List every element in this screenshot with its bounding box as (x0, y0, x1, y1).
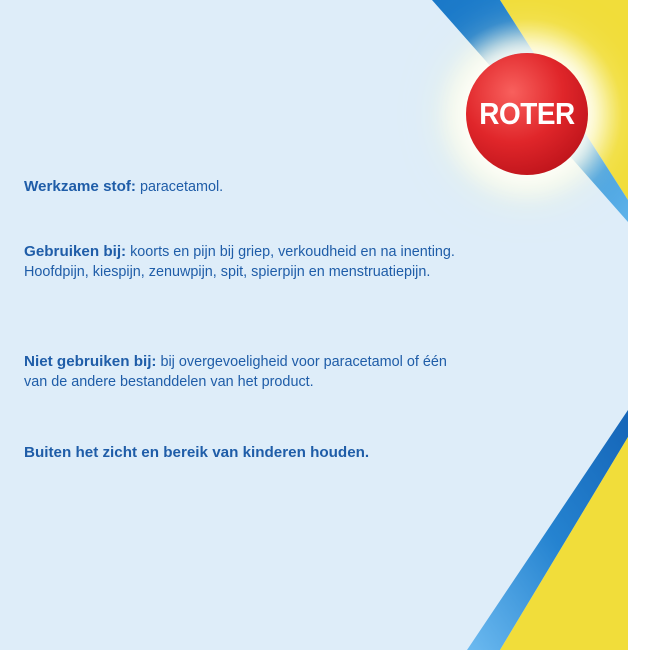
contraindications-paragraph (24, 352, 474, 392)
logo-text: ROTER (479, 96, 575, 131)
contraindications-label: Niet gebruiken bij: (24, 353, 157, 370)
indications-paragraph (24, 242, 474, 282)
active-ingredient-text: paracetamol. (135, 179, 224, 195)
active-ingredient-label: Werkzame stof: (24, 178, 136, 195)
roter-logo (466, 53, 588, 175)
warning-text: Buiten het zicht en bereik van kinderen houden. (24, 444, 370, 461)
indications-text: koorts en pijn bij griep, verkoudheid en na inenting. Hoofdpijn, kiespijn, zenuwpijn, spit, spierpijn en menstruatiepijn. (24, 244, 455, 280)
contraindications-text: bij overgevoeligheid voor paracetamol of één van de andere bestanddelen van het product. (24, 354, 447, 390)
active-ingredient-paragraph (24, 177, 474, 197)
indications-label: Gebruiken bij: (24, 243, 127, 260)
